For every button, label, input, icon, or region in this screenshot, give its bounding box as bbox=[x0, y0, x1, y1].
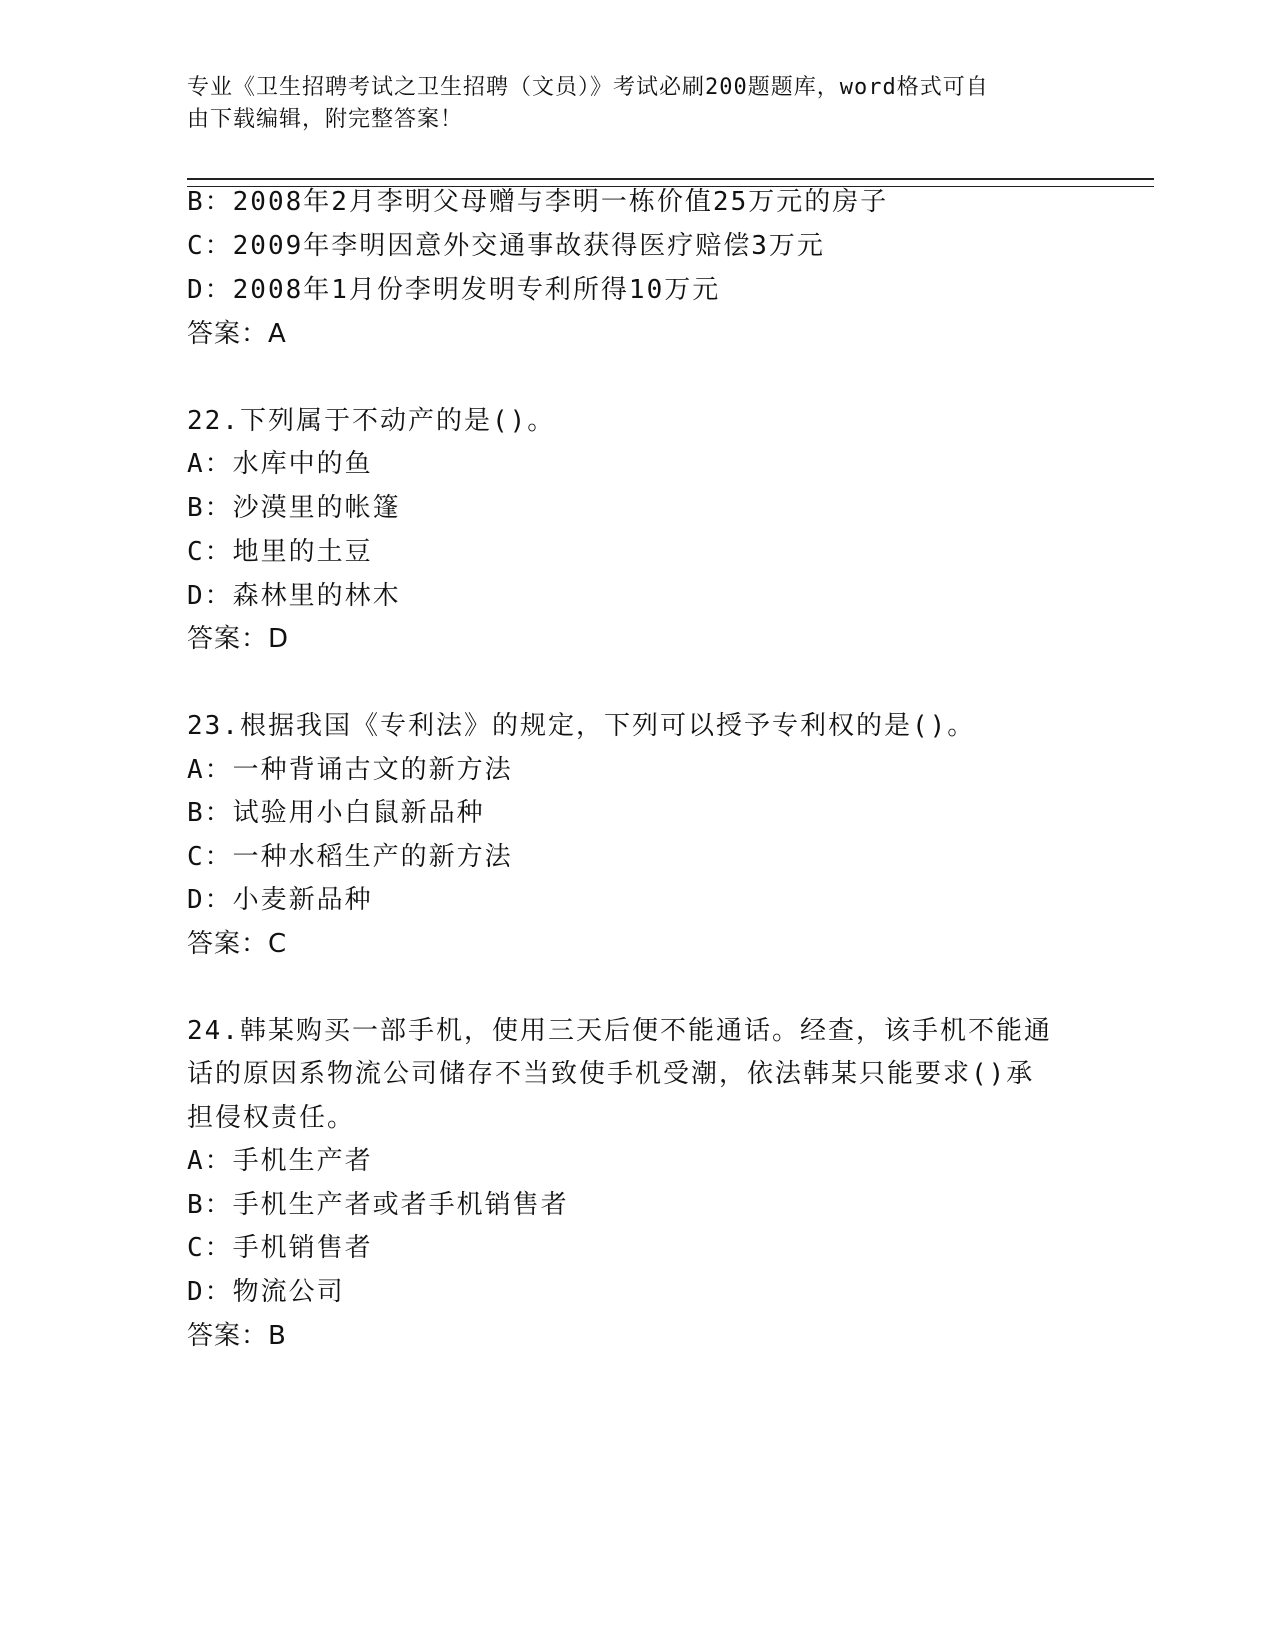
q24-option-d: D：物流公司 bbox=[187, 1277, 345, 1307]
q24-stem-line-3: 担侵权责任。 bbox=[187, 1103, 356, 1133]
header-line-1: 专业《卫生招聘考试之卫生招聘（文员）》考试必刷200题题库，word格式可自 bbox=[187, 75, 989, 100]
q24-answer: 答案：B bbox=[187, 1321, 287, 1351]
q22-option-a: A：水库中的鱼 bbox=[187, 449, 373, 479]
q23-option-d: D：小麦新品种 bbox=[187, 885, 373, 915]
q24-option-c: C：手机销售者 bbox=[187, 1233, 373, 1263]
q21-option-c: C：2009年李明因意外交通事故获得医疗赔偿3万元 bbox=[187, 231, 825, 261]
q24-stem-line-2: 话的原因系物流公司储存不当致使手机受潮，依法韩某只能要求()承 bbox=[187, 1059, 1035, 1089]
q21-option-d: D：2008年1月份李明发明专利所得10万元 bbox=[187, 275, 721, 305]
q23-option-b: B：试验用小白鼠新品种 bbox=[187, 798, 485, 828]
page-header bbox=[187, 72, 1067, 136]
q22-option-b: B：沙漠里的帐篷 bbox=[187, 493, 401, 523]
q21-option-b: B：2008年2月李明父母赠与李明一栋价值25万元的房子 bbox=[187, 187, 889, 217]
q23-answer: 答案：C bbox=[187, 929, 288, 959]
q23-option-a: A：一种背诵古文的新方法 bbox=[187, 755, 513, 785]
header-line-2: 由下载编辑，附完整答案！ bbox=[187, 107, 464, 132]
q23-option-c: C：一种水稻生产的新方法 bbox=[187, 842, 513, 872]
q21-answer: 答案：A bbox=[187, 319, 287, 349]
q24-option-a: A：手机生产者 bbox=[187, 1146, 373, 1176]
q22-stem: 22.下列属于不动产的是()。 bbox=[187, 406, 556, 436]
q22-answer: 答案：D bbox=[187, 624, 290, 654]
q24-stem-line-1: 24.韩某购买一部手机，使用三天后便不能通话。经查，该手机不能通 bbox=[187, 1016, 1052, 1046]
q22-option-d: D：森林里的林木 bbox=[187, 581, 401, 611]
q23-stem: 23.根据我国《专利法》的规定，下列可以授予专利权的是()。 bbox=[187, 711, 976, 741]
q22-option-c: C：地里的土豆 bbox=[187, 537, 373, 567]
q24-option-b: B：手机生产者或者手机销售者 bbox=[187, 1190, 569, 1220]
